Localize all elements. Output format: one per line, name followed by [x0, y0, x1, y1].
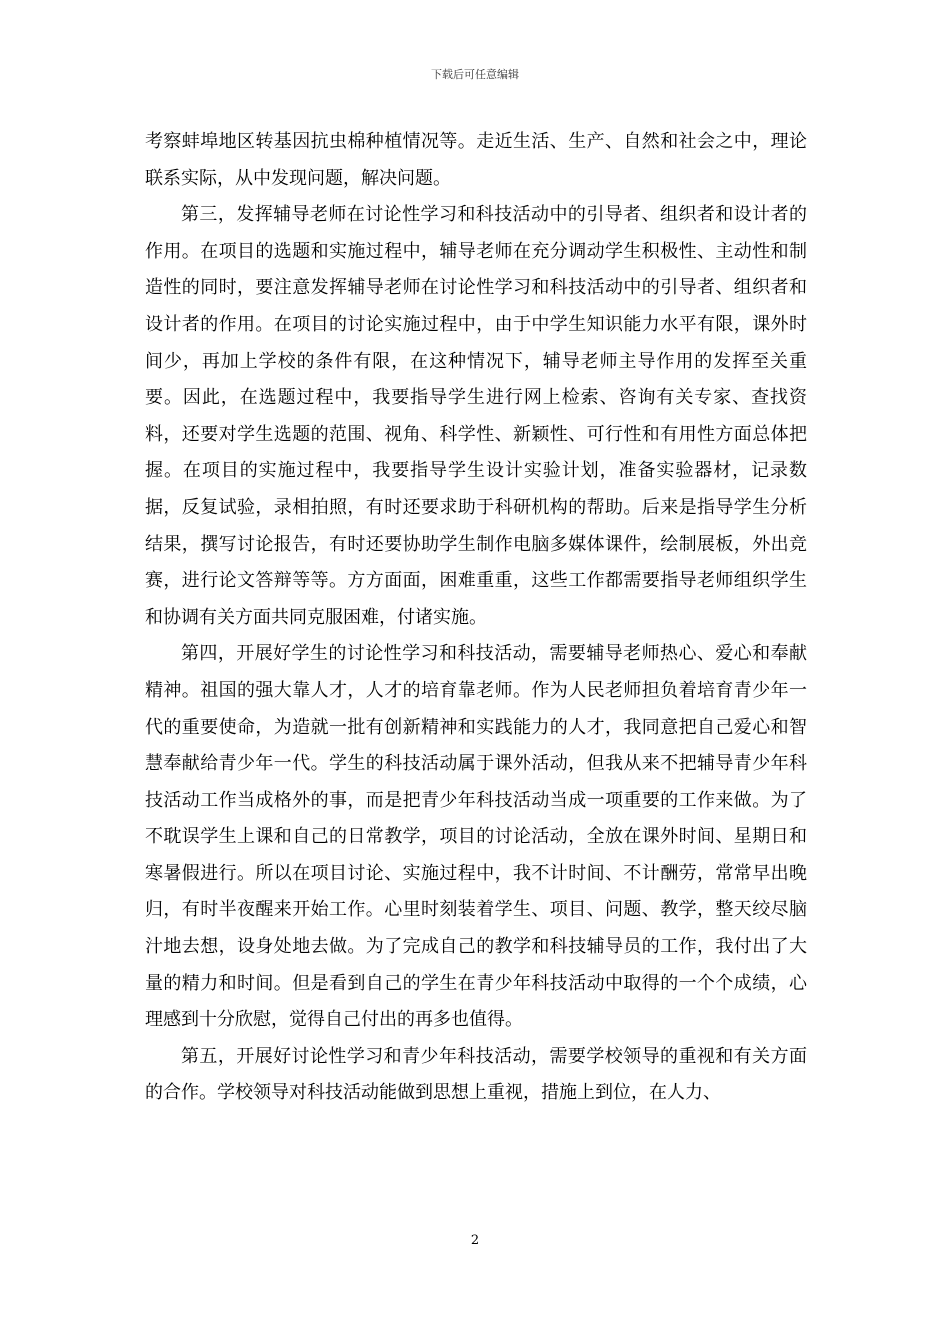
paragraph-fourth-point: 第四，开展好学生的讨论性学习和科技活动，需要辅导老师热心、爱心和奉献精神。祖国的强大靠人才，人才的培育靠老师。作为人民老师担负着培育青少年一代的重要使命，为造就一批有创新精神和实践能力的人才，我同意把自己爱心和智慧奉献给青少年一代。学生的科技活动属于课外活动，但我从来不把辅导青少年科技活动工作当成格外的事，而是把青少年科技活动当成一项重要的工作来做。为了不耽误学生上课和自己的日常教学，项目的讨论活动，全放在课外时间、星期日和寒暑假进行。所以在项目讨论、实施过程中，我不计时间、不计酬劳，常常早出晚归，有时半夜醒来开始工作。心里时刻装着学生、项目、问题、教学，整天绞尽脑汁地去想，设身处地去做。为了完成自己的教学和科技辅导员的工作，我付出了大量的精力和时间。但是看到自己的学生在青少年科技活动中取得的一个个成绩，心理感到十分欣慰，觉得自己付出的再多也值得。: [145, 643, 807, 1031]
paragraph-fifth-point: 第五，开展好讨论性学习和青少年科技活动，需要学校领导的重视和有关方面的合作。学校领导对科技活动能做到思想上重视，措施上到位，在人力、: [145, 1045, 807, 1104]
paragraph-third-point: 第三，发挥辅导老师在讨论性学习和科技活动中的引导者、组织者和设计者的作用。在项目的选题和实施过程中，辅导老师在充分调动学生积极性、主动性和制造性的同时，要注意发挥辅导老师在讨论性学习和科技活动中的引导者、组织者和设计者的作用。在项目的讨论实施过程中，由于中学生知识能力水平有限，课外时间少，再加上学校的条件有限，在这种情况下，辅导老师主导作用的发挥至关重要。因此，在选题过程中，我要指导学生进行网上检索、咨询有关专家、查找资料，还要对学生选题的范围、视角、科学性、新颖性、可行性和有用性方面总体把握。在项目的实施过程中，我要指导学生设计实验计划，准备实验器材，记录数据，反复试验，录相拍照，有时还要求助于科研机构的帮助。后来是指导学生分析结果，撰写讨论报告，有时还要协助学生制作电脑多媒体课件，绘制展板，外出竞赛，进行论文答辩等等。方方面面，困难重重，这些工作都需要指导老师组织学生和协调有关方面共同克服困难，付诸实施。: [145, 204, 807, 628]
paragraph-continuation: 考察蚌埠地区转基因抗虫棉种植情况等。走近生活、生产、自然和社会之中，理论联系实际，从中发现问题，解决问题。: [145, 131, 807, 189]
document-body: [145, 124, 807, 1112]
page-number: 2: [470, 1233, 480, 1248]
page-header: 下载后可任意编辑: [431, 68, 519, 81]
